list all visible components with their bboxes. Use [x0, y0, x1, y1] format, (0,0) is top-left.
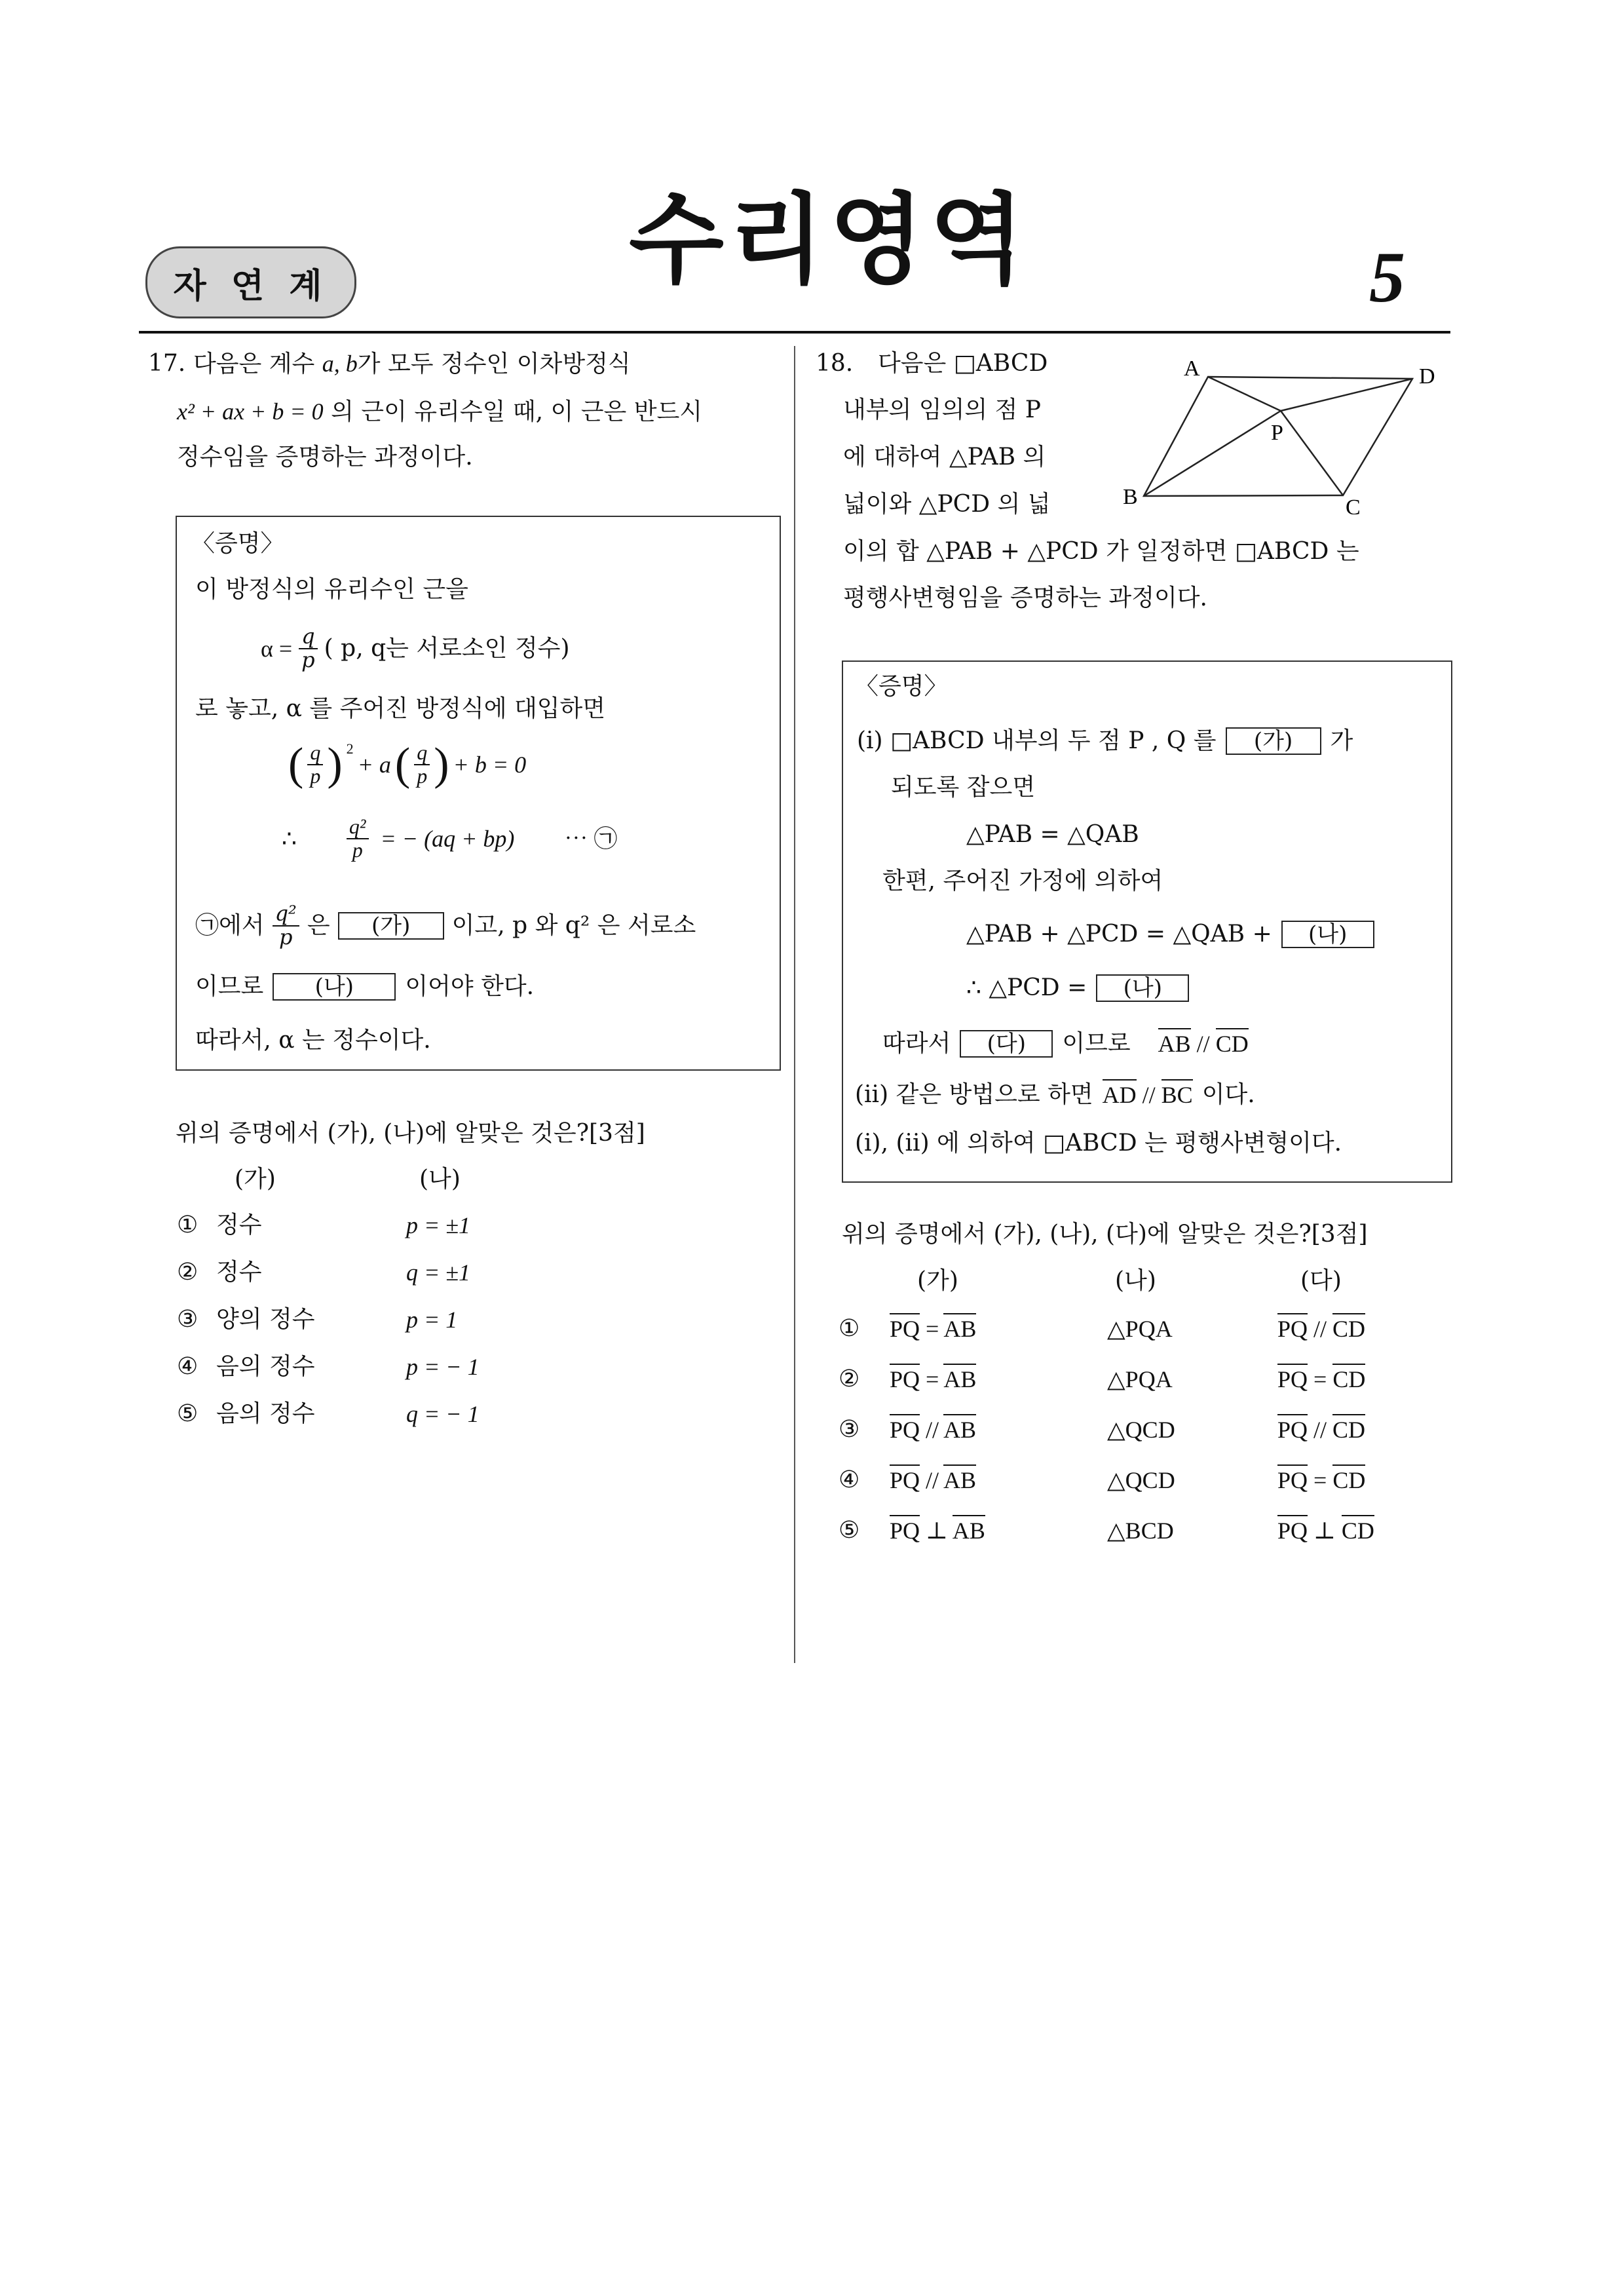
q17-alpha-definition: α = $\frac{q}{p}$ ( p, q는 서로소인 정수): [261, 624, 570, 672]
choice-ga: 음의 정수: [216, 1353, 315, 1380]
q17-proof-line1: 이 방정식의 유리수인 근을: [195, 576, 468, 603]
choice-ga: PQ = AB: [890, 1317, 976, 1341]
quadrilateral-figure: [1107, 351, 1461, 514]
q18-col-header-ga: (가): [917, 1267, 958, 1294]
choice-number: ⑤: [839, 1517, 860, 1544]
q17-stem-line2: x² + ax + b = 0 의 근이 유리수일 때, 이 근은 반드시: [177, 398, 703, 425]
q18-number: 18.: [816, 350, 854, 377]
q18-proof-line7: 따라서 (다) 이므로 AB // CD: [882, 1030, 1249, 1058]
q18-question: 위의 증명에서 (가), (나), (다)에 알맞은 것은?[3점]: [842, 1221, 1368, 1248]
choice-da: PQ = CD: [1277, 1468, 1365, 1492]
q17-proof-heading: 〈증명〉: [191, 530, 284, 557]
segment-pc: [1281, 411, 1343, 495]
choice-number: ①: [177, 1212, 198, 1238]
vertex-label-b: B: [1123, 485, 1138, 509]
choice-na: △BCD: [1107, 1518, 1174, 1544]
q18-col-header-da: (다): [1300, 1267, 1342, 1294]
point-label-p: P: [1271, 421, 1283, 445]
q18-stem-line6: 평행사변형임을 증명하는 과정이다.: [843, 584, 1207, 611]
q17-col-header-ga: (가): [235, 1166, 276, 1193]
choice-na: △PQA: [1107, 1366, 1173, 1392]
q18-stem-line2: 내부의 임의의 점 P: [843, 396, 1041, 423]
section-title: 수리영역: [629, 183, 1030, 297]
q17-proof-line7: 이므로 (나) 이어야 한다.: [195, 973, 535, 1000]
choice-number: ④: [839, 1466, 860, 1493]
vertex-label-a: A: [1184, 356, 1200, 381]
q18-proof-line8: (ii) 같은 방법으로 하면 AD // BC 이다.: [855, 1083, 1255, 1107]
q17-proof-line3: 로 놓고, α 를 주어진 방정식에 대입하면: [195, 695, 606, 722]
choice-da: PQ = CD: [1277, 1368, 1365, 1391]
q17-col-header-na: (나): [419, 1166, 461, 1193]
choice-ga: PQ // AB: [890, 1418, 976, 1442]
header-rule: [139, 331, 1450, 334]
q18-proof-heading: 〈증명〉: [855, 673, 948, 700]
segment-pb: [1144, 411, 1281, 496]
q17-stem-line1: 다음은 계수 a, b가 모두 정수인 이차방정식: [193, 351, 631, 377]
choice-da: PQ // CD: [1277, 1317, 1365, 1341]
choice-number: ②: [177, 1259, 198, 1286]
choice-ga: PQ // AB: [890, 1468, 976, 1492]
choice-na: △QCD: [1107, 1417, 1175, 1443]
choice-na: q = − 1: [406, 1401, 480, 1427]
q17-stem-line3: 정수임을 증명하는 과정이다.: [177, 444, 473, 470]
choice-da: PQ // CD: [1277, 1418, 1365, 1442]
q17-proof-line8: 따라서, α 는 정수이다.: [195, 1027, 431, 1054]
blank-ga: (가): [338, 912, 444, 940]
choice-number: ④: [177, 1353, 198, 1380]
choice-number: ③: [839, 1416, 860, 1443]
q18-proof-line5: △PAB + △PCD = △QAB + (나): [966, 921, 1374, 948]
column-divider: [794, 346, 795, 1663]
segment-pa: [1208, 377, 1281, 411]
q18-proof-line9: (i), (ii) 에 의하여 □ABCD 는 평행사변형이다.: [855, 1130, 1342, 1157]
choice-number: ①: [839, 1315, 860, 1342]
q18-proof-line3: △PAB = △QAB: [966, 821, 1139, 848]
choice-na: △PQA: [1107, 1316, 1173, 1342]
q18-stem-line5: 이의 합 △PAB + △PCD 가 일정하면 □ABCD 는: [843, 538, 1359, 565]
track-badge-label: 자 연 계: [173, 266, 329, 306]
segment-pd: [1281, 379, 1412, 411]
vertex-label-d: D: [1419, 364, 1435, 389]
choice-na: p = 1: [406, 1307, 458, 1333]
choice-ga: PQ = AB: [890, 1368, 976, 1391]
choice-ga: 양의 정수: [216, 1306, 315, 1333]
choice-na: p = − 1: [406, 1354, 480, 1380]
q18-proof-line2: 되도록 잡으면: [891, 774, 1036, 801]
q17-equation: x² + ax + b = 0: [177, 398, 324, 425]
blank-na: (나): [1096, 974, 1189, 1002]
q17-substitution-equation: ( $\frac{q}{p}$ ) $^2$ + a ( $\frac{q}{p}$ ) + b = 0: [288, 739, 527, 790]
choice-number: ⑤: [177, 1400, 198, 1427]
choice-ga: 음의 정수: [216, 1400, 315, 1427]
choice-da: PQ ⊥ CD: [1277, 1519, 1374, 1542]
q18-proof-line6: ∴ △PCD = (나): [966, 974, 1189, 1002]
track-badge: [145, 246, 356, 318]
equation-marker: ⋯ ㉠: [564, 825, 618, 852]
choice-na: q = ±1: [406, 1259, 471, 1286]
blank-da: (다): [960, 1030, 1053, 1058]
q17-number: 17.: [148, 350, 186, 377]
q18-stem-line1: 다음은 □ABCD: [878, 350, 1048, 377]
q18-proof-line1: (i) □ABCD 내부의 두 점 P , Q 를 (가) 가: [857, 727, 1353, 754]
choice-number: ③: [177, 1306, 198, 1333]
page-number: 5: [1369, 237, 1405, 317]
q17-equation-1: ∴ $\frac{\text{q²}}{p}$ = − (aq + bp) ⋯ ㉠: [282, 814, 618, 862]
blank-na: (나): [273, 973, 396, 1001]
choice-na: p = ±1: [406, 1212, 471, 1238]
q17-question: 위의 증명에서 (가), (나)에 알맞은 것은?[3점]: [176, 1120, 645, 1147]
blank-na: (나): [1281, 921, 1374, 948]
choice-number: ②: [839, 1366, 860, 1392]
q17-proof-line6: ㉠에서 $\frac{\text{q²}}{p}$ 은 (가) 이고, p 와 q² 은 서로소: [195, 901, 696, 949]
q18-proof-line4: 한편, 주어진 가정에 의하여: [882, 868, 1163, 894]
choice-ga: 정수: [216, 1212, 262, 1238]
vertex-label-c: C: [1346, 495, 1361, 514]
choice-ga: 정수: [216, 1259, 262, 1286]
q18-col-header-na: (나): [1115, 1267, 1156, 1294]
choice-ga: PQ ⊥ AB: [890, 1519, 985, 1542]
q18-stem-line3: 에 대하여 △PAB 의: [843, 444, 1046, 470]
fraction-q-over-p: $\frac{q}{p}$: [299, 626, 317, 671]
choice-na: △QCD: [1107, 1467, 1175, 1493]
blank-ga: (가): [1226, 727, 1321, 755]
q18-stem-line4: 넓이와 △PCD 의 넓: [843, 491, 1051, 518]
